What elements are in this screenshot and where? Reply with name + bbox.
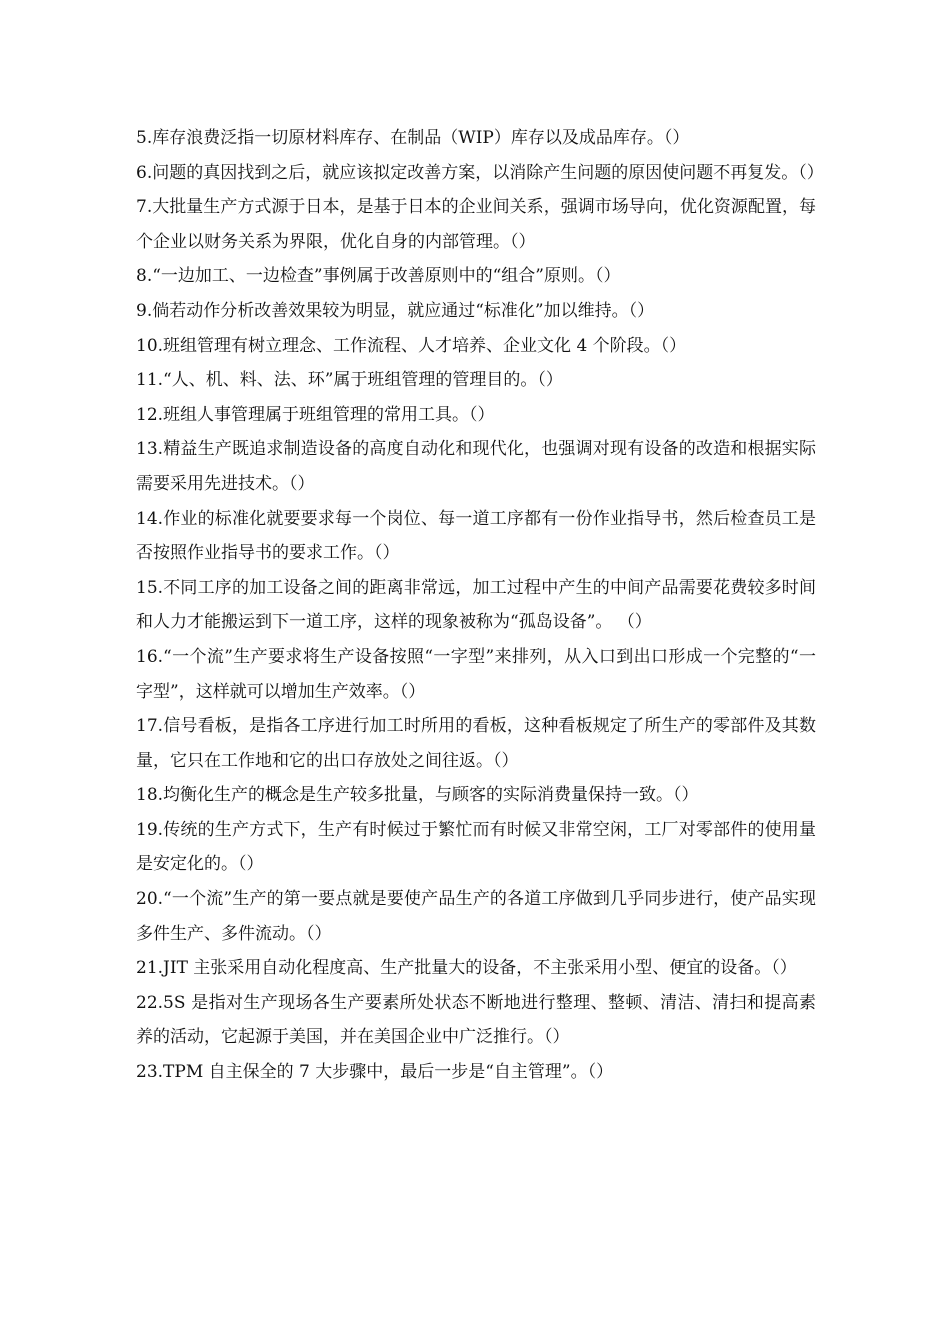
- question-item: 16.“一个流”生产要求将生产设备按照“一字型”来排列，从入口到出口形成一个完整的“一字型”，这样就可以增加生产效率。（）: [136, 646, 816, 702]
- question-item: 21.JIT 主张采用自动化程度高、生产批量大的设备，不主张采用小型、便宜的设备。（）: [136, 958, 797, 979]
- question-item: 13.精益生产既追求制造设备的高度自动化和现代化，也强调对现有设备的改造和根据实际需要采用先进技术。（）: [136, 439, 816, 494]
- question-item: 7.大批量生产方式源于日本，是基于日本的企业间关系，强调市场导向，优化资源配置，每个企业以财务关系为界限，优化自身的内部管理。（）: [136, 197, 816, 252]
- question-item: 9.倘若动作分析改善效果较为明显，就应通过“标准化”加以维持。（）: [136, 300, 655, 321]
- question-item: 6.问题的真因找到之后，就应该拟定改善方案，以消除产生问题的原因使问题不再复发。（）: [136, 162, 824, 183]
- question-item: 19.传统的生产方式下，生产有时候过于繁忙而有时候又非常空闲，工厂对零部件的使用量是安定化的。（）: [136, 819, 816, 875]
- question-item: 11.“人、机、料、法、环”属于班组管理的管理目的。（）: [136, 370, 563, 391]
- question-list: [136, 121, 824, 1090]
- question-item: 17.信号看板，是指各工序进行加工时所用的看板，这种看板规定了所生产的零部件及其数量，它只在工作地和它的出口存放处之间往返。（）: [136, 716, 816, 771]
- question-item: 8.“一边加工、一边检查”事例属于改善原则中的“组合”原则。（）: [136, 266, 621, 287]
- question-item: 23.TPM 自主保全的 7 大步骤中，最后一步是“自主管理”。（）: [136, 1062, 614, 1083]
- question-item: 22.5S 是指对生产现场各生产要素所处状态不断地进行整理、整顿、清洁、清扫和提高素养的活动，它起源于美国，并在美国企业中广泛推行。（）: [136, 992, 816, 1048]
- question-item: 5.库存浪费泛指一切原材料库存、在制品（WIP）库存以及成品库存。（）: [136, 128, 690, 148]
- question-item: 18.均衡化生产的概念是生产较多批量，与顾客的实际消费量保持一致。（）: [136, 785, 699, 806]
- question-item: 20.“一个流”生产的第一要点就是要使产品生产的各道工序做到几乎同步进行，使产品实现多件生产、多件流动。（）: [136, 889, 816, 944]
- question-item: 12.班组人事管理属于班组管理的常用工具。（）: [136, 404, 495, 425]
- question-item: 15.不同工序的加工设备之间的距离非常远，加工过程中产生的中间产品需要花费较多时间和人力才能搬运到下一道工序，这样的现象被称为“孤岛设备”。 （）: [136, 577, 816, 633]
- question-item: 10.班组管理有树立理念、工作流程、人才培养、企业文化 4 个阶段。（）: [136, 335, 687, 356]
- question-item: 14.作业的标准化就要要求每一个岗位、每一道工序都有一份作业指导书，然后检查员工是否按照作业指导书的要求工作。（）: [136, 508, 816, 564]
